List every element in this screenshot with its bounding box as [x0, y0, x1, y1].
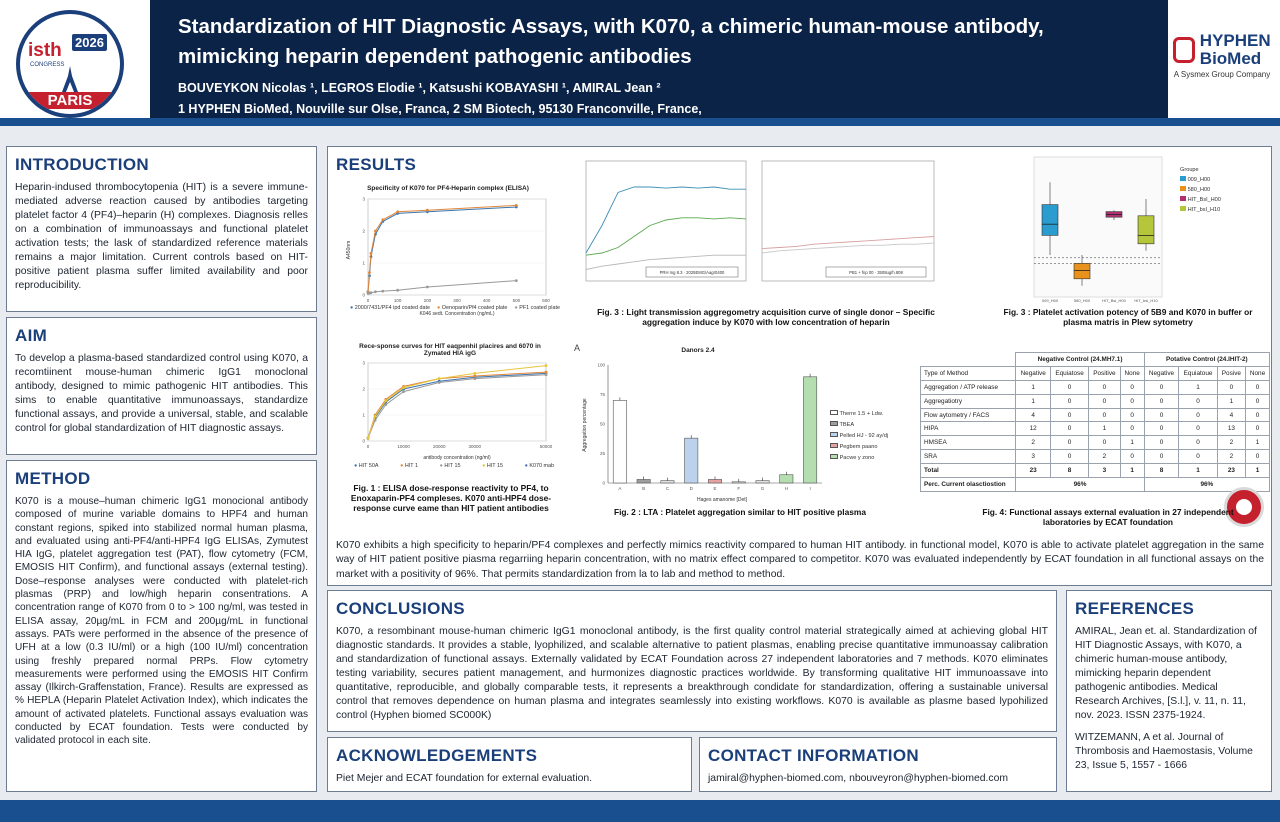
fig1a-legend-item: ● PF1 coated plate: [514, 305, 560, 311]
table-header: Type of Method: [921, 366, 1016, 380]
table-cell: 0: [1144, 436, 1179, 450]
table-cell: 0: [1089, 436, 1121, 450]
fig2-legend-label: Pelled HJ - 92 ay/dj: [839, 433, 889, 439]
y-tick-label: 1: [362, 260, 365, 266]
table-cell: 3: [1016, 450, 1051, 464]
fig2-panel-label: A: [574, 343, 581, 353]
table-cell: 0: [1217, 380, 1245, 394]
x-tick-label: 200: [423, 298, 432, 303]
table-header: None: [1245, 366, 1269, 380]
isth-congress-logo: [16, 10, 124, 118]
x-tick-label: D: [689, 486, 693, 491]
data-point: [545, 373, 548, 376]
fig2-lta-bar-chart: [572, 355, 832, 505]
table-cell: 0: [1179, 422, 1217, 436]
x-tick-label: 20000: [432, 444, 446, 449]
data-point: [370, 252, 373, 255]
table-row: [921, 422, 1270, 436]
table-header: Negative: [1144, 366, 1179, 380]
table-cell: 0: [1089, 380, 1121, 394]
contact-panel: [699, 737, 1057, 792]
table-row: [921, 394, 1270, 408]
y-tick-label: 3: [362, 360, 365, 366]
table-cell: 2: [1217, 436, 1245, 450]
table-corner: [921, 353, 1016, 367]
fig1b-legend-label: HIT 50A: [358, 463, 379, 469]
x-tick-label: HIT_Bsl_H00: [1102, 298, 1126, 303]
logo-tagline: A Sysmex Group Company: [1173, 70, 1271, 79]
table-cell: 1: [1089, 422, 1121, 436]
data-point: [515, 204, 518, 207]
fig3b-legend-item: [1180, 195, 1221, 205]
data-point: [402, 386, 405, 389]
results-panel: [327, 146, 1272, 586]
x-tick-label: 500: [512, 298, 521, 303]
fig3b-legend-item: [1180, 185, 1221, 195]
x-tick-label: 100: [393, 298, 402, 303]
table-cell: 96%: [1144, 478, 1269, 492]
bar: [685, 438, 698, 483]
x-tick-label: 600: [542, 298, 550, 303]
fig1b-legend-item: ● HIT 1: [400, 463, 418, 469]
data-point: [402, 390, 405, 393]
table-cell: 0: [1120, 408, 1144, 422]
fig3b-legend-label: 009_H00: [1187, 177, 1211, 183]
data-point: [515, 279, 518, 282]
aim-heading: AIM: [15, 326, 48, 345]
data-point: [384, 403, 387, 406]
data-point: [473, 375, 476, 378]
table-cell: Total: [921, 464, 1016, 478]
table-header: Equiatose: [1051, 366, 1089, 380]
fig3b-legend-item: [1180, 205, 1221, 215]
y-tick-label: 25: [599, 451, 605, 456]
fig2-legend: [830, 409, 888, 464]
x-tick-label: 30000: [468, 444, 482, 449]
table-cell: 1: [1016, 380, 1051, 394]
fig2-xlabel: Hages amanome [Det]: [696, 497, 748, 503]
logo-year-text: 2026: [72, 34, 107, 51]
data-point: [381, 218, 384, 221]
y-tick-label: 100: [597, 362, 605, 368]
references-heading: REFERENCES: [1075, 599, 1195, 618]
table-cell: 0: [1144, 450, 1179, 464]
table-cell: Aggregatiotry: [921, 394, 1016, 408]
fig3-left-label: PRH mg 8.3 · 2025EMG/Aagr0400: [659, 270, 725, 275]
data-point: [370, 291, 373, 294]
ecat-results-table: [920, 352, 1270, 492]
header-banner: [0, 0, 1280, 126]
poster-title: Standardization of HIT Diagnostic Assays, with K070, a chimeric human-mouse antibody, mimicking heparin dependent pathogenic antibodies: [178, 15, 1044, 68]
table-cell: 0: [1179, 436, 1217, 450]
box: [1138, 216, 1154, 244]
fig1b-legend-item: ● HIT 15: [439, 463, 461, 469]
table-cell: 8: [1144, 464, 1179, 478]
box: [1074, 263, 1090, 278]
contact-text: jamiral@hyphen-biomed.com, nbouveyron@hyphen-biomed.com: [708, 773, 1009, 784]
x-tick-label: H: [784, 486, 788, 491]
fig2-legend-label: Pacwe y zono: [839, 455, 875, 461]
x-tick-label: A: [618, 486, 622, 491]
fig2-caption: Fig. 2 : LTA : Platelet aggregation similar to HIT positive plasma: [613, 507, 867, 517]
acknowledgements-text: Piet Mejer and ECAT foundation for external evaluation.: [336, 773, 593, 784]
fig2-ylabel: Aggregation percentage: [582, 398, 588, 452]
x-tick-label: I: [809, 486, 811, 491]
table-cell: 0: [1051, 408, 1089, 422]
fig1a-legend-item: ● Oenoparin/Pf4 coated plate: [437, 305, 508, 311]
data-point: [374, 415, 377, 418]
table-header: None: [1120, 366, 1144, 380]
conclusions-panel: [327, 590, 1057, 732]
table-header: Equiatoue: [1179, 366, 1217, 380]
table-cell: Perc. Current olasctiostion: [921, 478, 1016, 492]
table-cell: 0: [1051, 436, 1089, 450]
table-cell: 1: [1016, 394, 1051, 408]
fig3b-flow-boxplot: [1018, 153, 1178, 303]
affiliations-line: 1 HYPHEN BioMed, Nouville sur Olse, Franca, 2 SM Biotech, 95130 Franconville, France,: [178, 102, 702, 116]
data-point: [374, 230, 377, 233]
fig1a-legend-label: Oenoparin/Pf4 coated plate: [441, 305, 508, 311]
table-cell: Aggregation / ATP release: [921, 380, 1016, 394]
svg-text:A450nm: A450nm: [346, 240, 352, 260]
svg-text:antibody concentration (ng/ml): antibody concentration (ng/ml): [423, 455, 491, 461]
data-point: [438, 381, 441, 384]
fig3-aggregometry-left: [566, 157, 752, 297]
eiffel-tower-icon: [56, 66, 84, 94]
table-cell: 0: [1089, 394, 1121, 408]
table-cell: 1: [1120, 436, 1144, 450]
data-point: [473, 372, 476, 375]
data-point: [545, 371, 548, 374]
introduction-text: Heparin-indused thrombocytopenia (HIT) is a severe immune-mediated adverse reaction caused by antibodies targeting platelet factor 4 (PF4)–heparin (H) complexes. Diagnosis relles on a combination of immunoassays and functional platelet activation tests; the lask of standardized reference materials remains a major limitation. Current controls based on HIT-positive patient plasma suffer limited availability and poor reproducibility.: [15, 182, 308, 291]
fig1b-legend: [354, 463, 554, 469]
table-group-negative: Negative Control (24.MH7.1): [1016, 353, 1144, 367]
hyphen-logo-name: [1200, 32, 1271, 68]
data-point: [438, 377, 441, 380]
fig1b-legend-label: HIT 15: [486, 463, 503, 469]
x-tick-label: C: [665, 486, 670, 491]
table-cell: 0: [1245, 408, 1269, 422]
fig2-legend-item: [830, 420, 888, 431]
bar: [780, 475, 793, 483]
fig3b-legend-item: [1180, 175, 1221, 185]
fig4-caption: Fig. 4: Functional assays external evaluation in 27 independent laboratories by ECAT foundation: [982, 507, 1234, 527]
table-row: [921, 450, 1270, 464]
logo-congress-text: CONGRESS: [30, 62, 65, 68]
table-cell: 0: [1179, 450, 1217, 464]
x-tick-label: G: [760, 486, 765, 491]
fig1a-legend-label: PF1 coated plate: [519, 305, 560, 311]
aim-text: To develop a plasma-based standardized control using K070, a recomtiinent mouse-human chimeric IgG1 monoclonal antibody, designed to mimic pathogenic HIT antibodies. This sims to enable quantitative immunoassays, standardize functional assays, and provide a universal, stable, and scalable control for global standardization of HIT diagnostic assays.: [15, 353, 308, 434]
table-row: [921, 380, 1270, 394]
table-cell: 0: [1051, 380, 1089, 394]
logo-name-line2: BioMed: [1199, 49, 1262, 68]
table-cell: 0: [1144, 380, 1179, 394]
table-cell: 0: [1179, 408, 1217, 422]
fig2-legend-label: TBEA: [839, 422, 855, 428]
x-tick-label: E: [713, 486, 717, 491]
data-point: [374, 290, 377, 293]
fig3b-legend-label: HIT_bsl_H10: [1187, 207, 1221, 213]
table-cell: 0: [1144, 408, 1179, 422]
fig3-right-label: PB1 + fnp 00 · 3508ug/h.808: [849, 270, 903, 275]
table-cell: 1: [1245, 464, 1269, 478]
table-cell: 1: [1245, 436, 1269, 450]
congress-logo-area: [0, 0, 150, 126]
conclusions-heading: CONCLUSIONS: [336, 599, 465, 618]
table-cell: 2: [1217, 450, 1245, 464]
data-point: [367, 437, 370, 440]
y-tick-label: 0: [362, 292, 365, 298]
data-point: [545, 364, 548, 367]
footer-band: [0, 800, 1280, 822]
logo-city-text: PARIS: [20, 92, 120, 109]
bar: [756, 481, 769, 483]
fig3-aggregometry-right: [756, 157, 942, 297]
logo-name-line1: HYPHEN: [1199, 31, 1271, 50]
table-cell: 23: [1217, 464, 1245, 478]
fig1b-legend-label: HIT 1: [404, 463, 418, 469]
fig3b-legend-title: Groupe: [1180, 167, 1199, 173]
table-cell: 1: [1179, 464, 1217, 478]
data-point: [473, 377, 476, 380]
table-cell: 1: [1120, 464, 1144, 478]
data-point: [426, 209, 429, 212]
fig1b-legend-label: HIT 15: [444, 463, 461, 469]
fig1b-legend-item: ● HIT 15: [482, 463, 503, 469]
fig1a-title: Specificity of K070 for PF4-Heparin complex (ELISA): [367, 185, 529, 192]
fig1b-legend-item: ● HIT 50A: [354, 463, 379, 469]
fig1-caption: Fig. 1 : ELISA dose-response reactivity to PF4, to Enoxaparin-PF4 compleses. K070 anti-HPF4 dose-response curve eame than HIT patient antibodies: [350, 483, 552, 513]
table-header: Positive: [1089, 366, 1121, 380]
fig1a-legend: [350, 305, 560, 311]
table-cell: 0: [1144, 422, 1179, 436]
aim-panel: [6, 317, 317, 455]
acknowledgements-heading: ACKNOWLEDGEMENTS: [336, 746, 538, 765]
data-point: [368, 271, 371, 274]
table-cell: 1: [1179, 380, 1217, 394]
bar: [613, 400, 626, 483]
hyphen-logo-mark-icon: [1173, 37, 1195, 63]
method-panel: [6, 460, 317, 792]
bar: [732, 482, 745, 483]
x-tick-label: 0: [366, 298, 370, 303]
method-text: K070 is a mouse–human chimeric IgG1 monocional antibody composed of murine variable domains to HPF4 and human constant regions, spiked into stabilized normal human plasma, and evaluated using anti-PF4/anti-HPF4 IgG ELISAs, Zymutest HIA IgG, platelet aggregation test (PAT), flow cytometry (FCM, EMOSIS HIT Confirm), and functional assays (external testing). Dose–response analyses were conducted with platelet-rich plasmas (PRP) and low/high heparin consentrations. A concentration range of K070 from 0 to > 100 ng/ml, was tested in ELISA assay, 20µg/mL in FCM and 200µg/mL in functional assays. PATs were performed in the absence of the presence of UFH at a low (0.3 IU/ml) or a high (100 IU/ml) concentration using freshly prepared normal PRPs. Flow cytometry measurements were performed using the EMOSIS HIT Confirm assay (Ilkirch-Graffenstation, France). Results are expressed as % HEPLA (Heparin Platelet Activation Index), which indicates the amount of activated platelets. Functional assays evaluation was conducted by ECAT foundation. Tests were conducted by validated protocol in each site.: [15, 496, 308, 747]
fig2-legend-label: Therre 1.5 + Ldw.: [839, 411, 884, 417]
table-header: Posive: [1217, 366, 1245, 380]
x-tick-label: 50000: [539, 444, 552, 449]
contact-heading: CONTACT INFORMATION: [708, 746, 919, 765]
table-cell: 96%: [1016, 478, 1144, 492]
y-tick-label: 1: [362, 412, 365, 418]
table-row: [921, 408, 1270, 422]
table-group-positive: Potative Control (24.IHIT-2): [1144, 353, 1269, 367]
fig2-title: Danors 2.4: [681, 347, 715, 354]
table-total-row: [921, 464, 1270, 478]
fig3b-legend-label: HIT_Bsl_H00: [1187, 197, 1221, 203]
table-cell: 0: [1179, 394, 1217, 408]
y-tick-label: 0: [362, 438, 365, 444]
x-tick-label: B: [642, 486, 646, 491]
table-cell: Flow aytometry / FACS: [921, 408, 1016, 422]
table-cell: 0: [1051, 422, 1089, 436]
table-row: [921, 436, 1270, 450]
fig1b-zymutest-chart: [342, 359, 552, 469]
table-cell: 1: [1217, 394, 1245, 408]
table-cell: 0: [1051, 450, 1089, 464]
fig2-legend-item: [830, 442, 888, 453]
table-cell: HMSEA: [921, 436, 1016, 450]
x-tick-label: 400: [482, 298, 491, 303]
data-point: [396, 210, 399, 213]
table-cell: 0: [1089, 408, 1121, 422]
company-logo-area: [1168, 0, 1280, 126]
conclusions-text: K070, a resombinant mouse-human chimeric IgG1 monoclonal antibody, is the first quality control material strategically aimed at achieving global HIT diagnostic standards. It provides a stable, lyophilized, and scalable alternative to patient plasmas, enabling precise quantitative immunoassay calibration and standardization of functional assays. Externally validated by ECAT Foundation across 27 independent laboratories and 7 methods. K070 eliminates testing variability, secures patient management, and hurmonizes diagnostic practices worldwide. By transforming qualitative HIT immunoassave into quantitative, reproducible, and globally comparable tests, it represents a breakthrough condidate for standardization, offering a sustainable universal control that removes dependence on human plasma and integrates seamlessly into existing workflows. K070 is available as plasme based lypohilized control (Hyphen biomed SC000K): [336, 626, 1048, 721]
y-tick-label: 75: [599, 392, 605, 397]
table-cell: 23: [1016, 464, 1051, 478]
svg-text:K046 sedt. Concentration (ng/m: K046 sedt. Concentration (ng/mL): [419, 311, 495, 317]
fig1b-legend-item: ● K070 mab: [524, 463, 554, 469]
fig2-legend-label: Pegbem paano: [839, 444, 878, 450]
hyphen-biomed-logo: [1168, 32, 1276, 79]
table-cell: 2: [1016, 436, 1051, 450]
data-point: [396, 289, 399, 292]
table-cell: 13: [1217, 422, 1245, 436]
table-cell: 8: [1051, 464, 1089, 478]
x-tick-label: 009_H00: [1041, 298, 1059, 303]
bar: [661, 481, 674, 483]
fig1b-legend-label: K070 mab: [529, 463, 554, 469]
introduction-panel: [6, 146, 317, 312]
logo-isth-text: isth: [28, 40, 62, 61]
fig1a-legend-label: 2000/7431/PF4 ipd coated date: [354, 305, 430, 311]
data-point: [384, 399, 387, 402]
table-cell: 4: [1016, 408, 1051, 422]
table-header-row: [921, 366, 1270, 380]
fig2-legend-item: [830, 431, 888, 442]
results-summary: K070 exhibits a high specificity to heparin/PF4 complexes and perfectly mimics reactivity compared to human HIT antibody. in functional model, K070 is able to activate platelet aggregation in the same way of HIT patient positive piasma regarriing heparin concentration, with no matrix effect compared to competitor. K070 was evaluated independently by ECAT foundation in all functional assays on the market with a positivity of 96%. That permits standardization from la to lab and method to method.: [336, 540, 1264, 580]
x-tick-label: 0: [366, 444, 370, 449]
table-cell: 4: [1217, 408, 1245, 422]
fig1a-legend-item: ● 2000/7431/PF4 ipd coated date: [350, 305, 430, 311]
fig1b-title: Rece-sponse curves for HIT eaqpenhil placires and 6070 in Zymated HIA igG: [359, 343, 541, 357]
reference-item: WITZEMANN, A et al. Journal of Thrombosis and Haemostasis, Volume 23, Issue 5, 1557 - 1666: [1075, 732, 1253, 771]
y-tick-label: 0: [602, 480, 605, 486]
fig3b-caption: Fig. 3 : Platelet activation potency of 5B9 and K070 in buffer or plasma matris in Plew sytometry: [1003, 307, 1253, 327]
fig2-legend-item: [830, 409, 888, 420]
table-group-row: [921, 353, 1270, 367]
box: [1042, 205, 1058, 236]
table-percentage-row: [921, 478, 1270, 492]
table-header: Negative: [1016, 366, 1051, 380]
fig3b-legend: [1180, 165, 1221, 215]
table-cell: 0: [1245, 380, 1269, 394]
table-cell: 0: [1245, 422, 1269, 436]
x-tick-label: 10000: [397, 444, 410, 449]
x-tick-label: F: [737, 486, 741, 491]
table-cell: 0: [1120, 450, 1144, 464]
data-point: [381, 290, 384, 293]
table-cell: 3: [1089, 464, 1121, 478]
acknowledgements-panel: [327, 737, 692, 792]
table-cell: 0: [1144, 394, 1179, 408]
bar: [637, 479, 650, 483]
introduction-heading: INTRODUCTION: [15, 155, 149, 174]
x-tick-label: 580_H00: [1073, 298, 1091, 303]
header-stripe: [0, 118, 1280, 126]
results-heading: RESULTS: [336, 155, 417, 174]
y-tick-label: 2: [362, 386, 365, 392]
table-cell: 0: [1120, 380, 1144, 394]
x-tick-label: HIT_bsl_H10: [1134, 298, 1158, 303]
table-cell: 0: [1120, 394, 1144, 408]
x-tick-label: 300: [453, 298, 461, 303]
table-cell: 0: [1245, 394, 1269, 408]
reference-item: AMIRAL, Jean et. al. Standardization of HIT Diagnostic Assays, with K070, a chimeric human-mouse antibody, mimicking heparin dependent pathogenic antibodies. Medical Research Archives, [S.l.], v. 11, n. 11, nov. 2023. ISSN 2375-1924.: [1075, 626, 1257, 721]
y-tick-label: 50: [599, 421, 605, 427]
method-heading: METHOD: [15, 469, 91, 488]
table-cell: 0: [1120, 422, 1144, 436]
table-cell: 12: [1016, 422, 1051, 436]
fig3-caption: Fig. 3 : Light transmission aggregometry acquisition curve of single donor – Specific aggregation induce by K070 with low concentration of heparin: [597, 307, 935, 327]
fig2-legend-item: [830, 453, 888, 464]
bar: [708, 479, 721, 483]
authors-line: BOUVEYKON Nicolas ¹, LEGROS Elodie ¹, Katsushi KOBAYASHI ¹, AMIRAL Jean ²: [178, 81, 661, 95]
y-tick-label: 2: [362, 228, 365, 234]
references-panel: [1066, 590, 1272, 792]
table-cell: 2: [1089, 450, 1121, 464]
data-point: [426, 286, 429, 289]
table-cell: HIPA: [921, 422, 1016, 436]
y-tick-label: 3: [362, 196, 365, 202]
table-cell: 0: [1051, 394, 1089, 408]
table-cell: 0: [1245, 450, 1269, 464]
fig3b-legend-label: 580_H00: [1187, 187, 1211, 193]
table-cell: SRA: [921, 450, 1016, 464]
bar: [803, 377, 816, 483]
